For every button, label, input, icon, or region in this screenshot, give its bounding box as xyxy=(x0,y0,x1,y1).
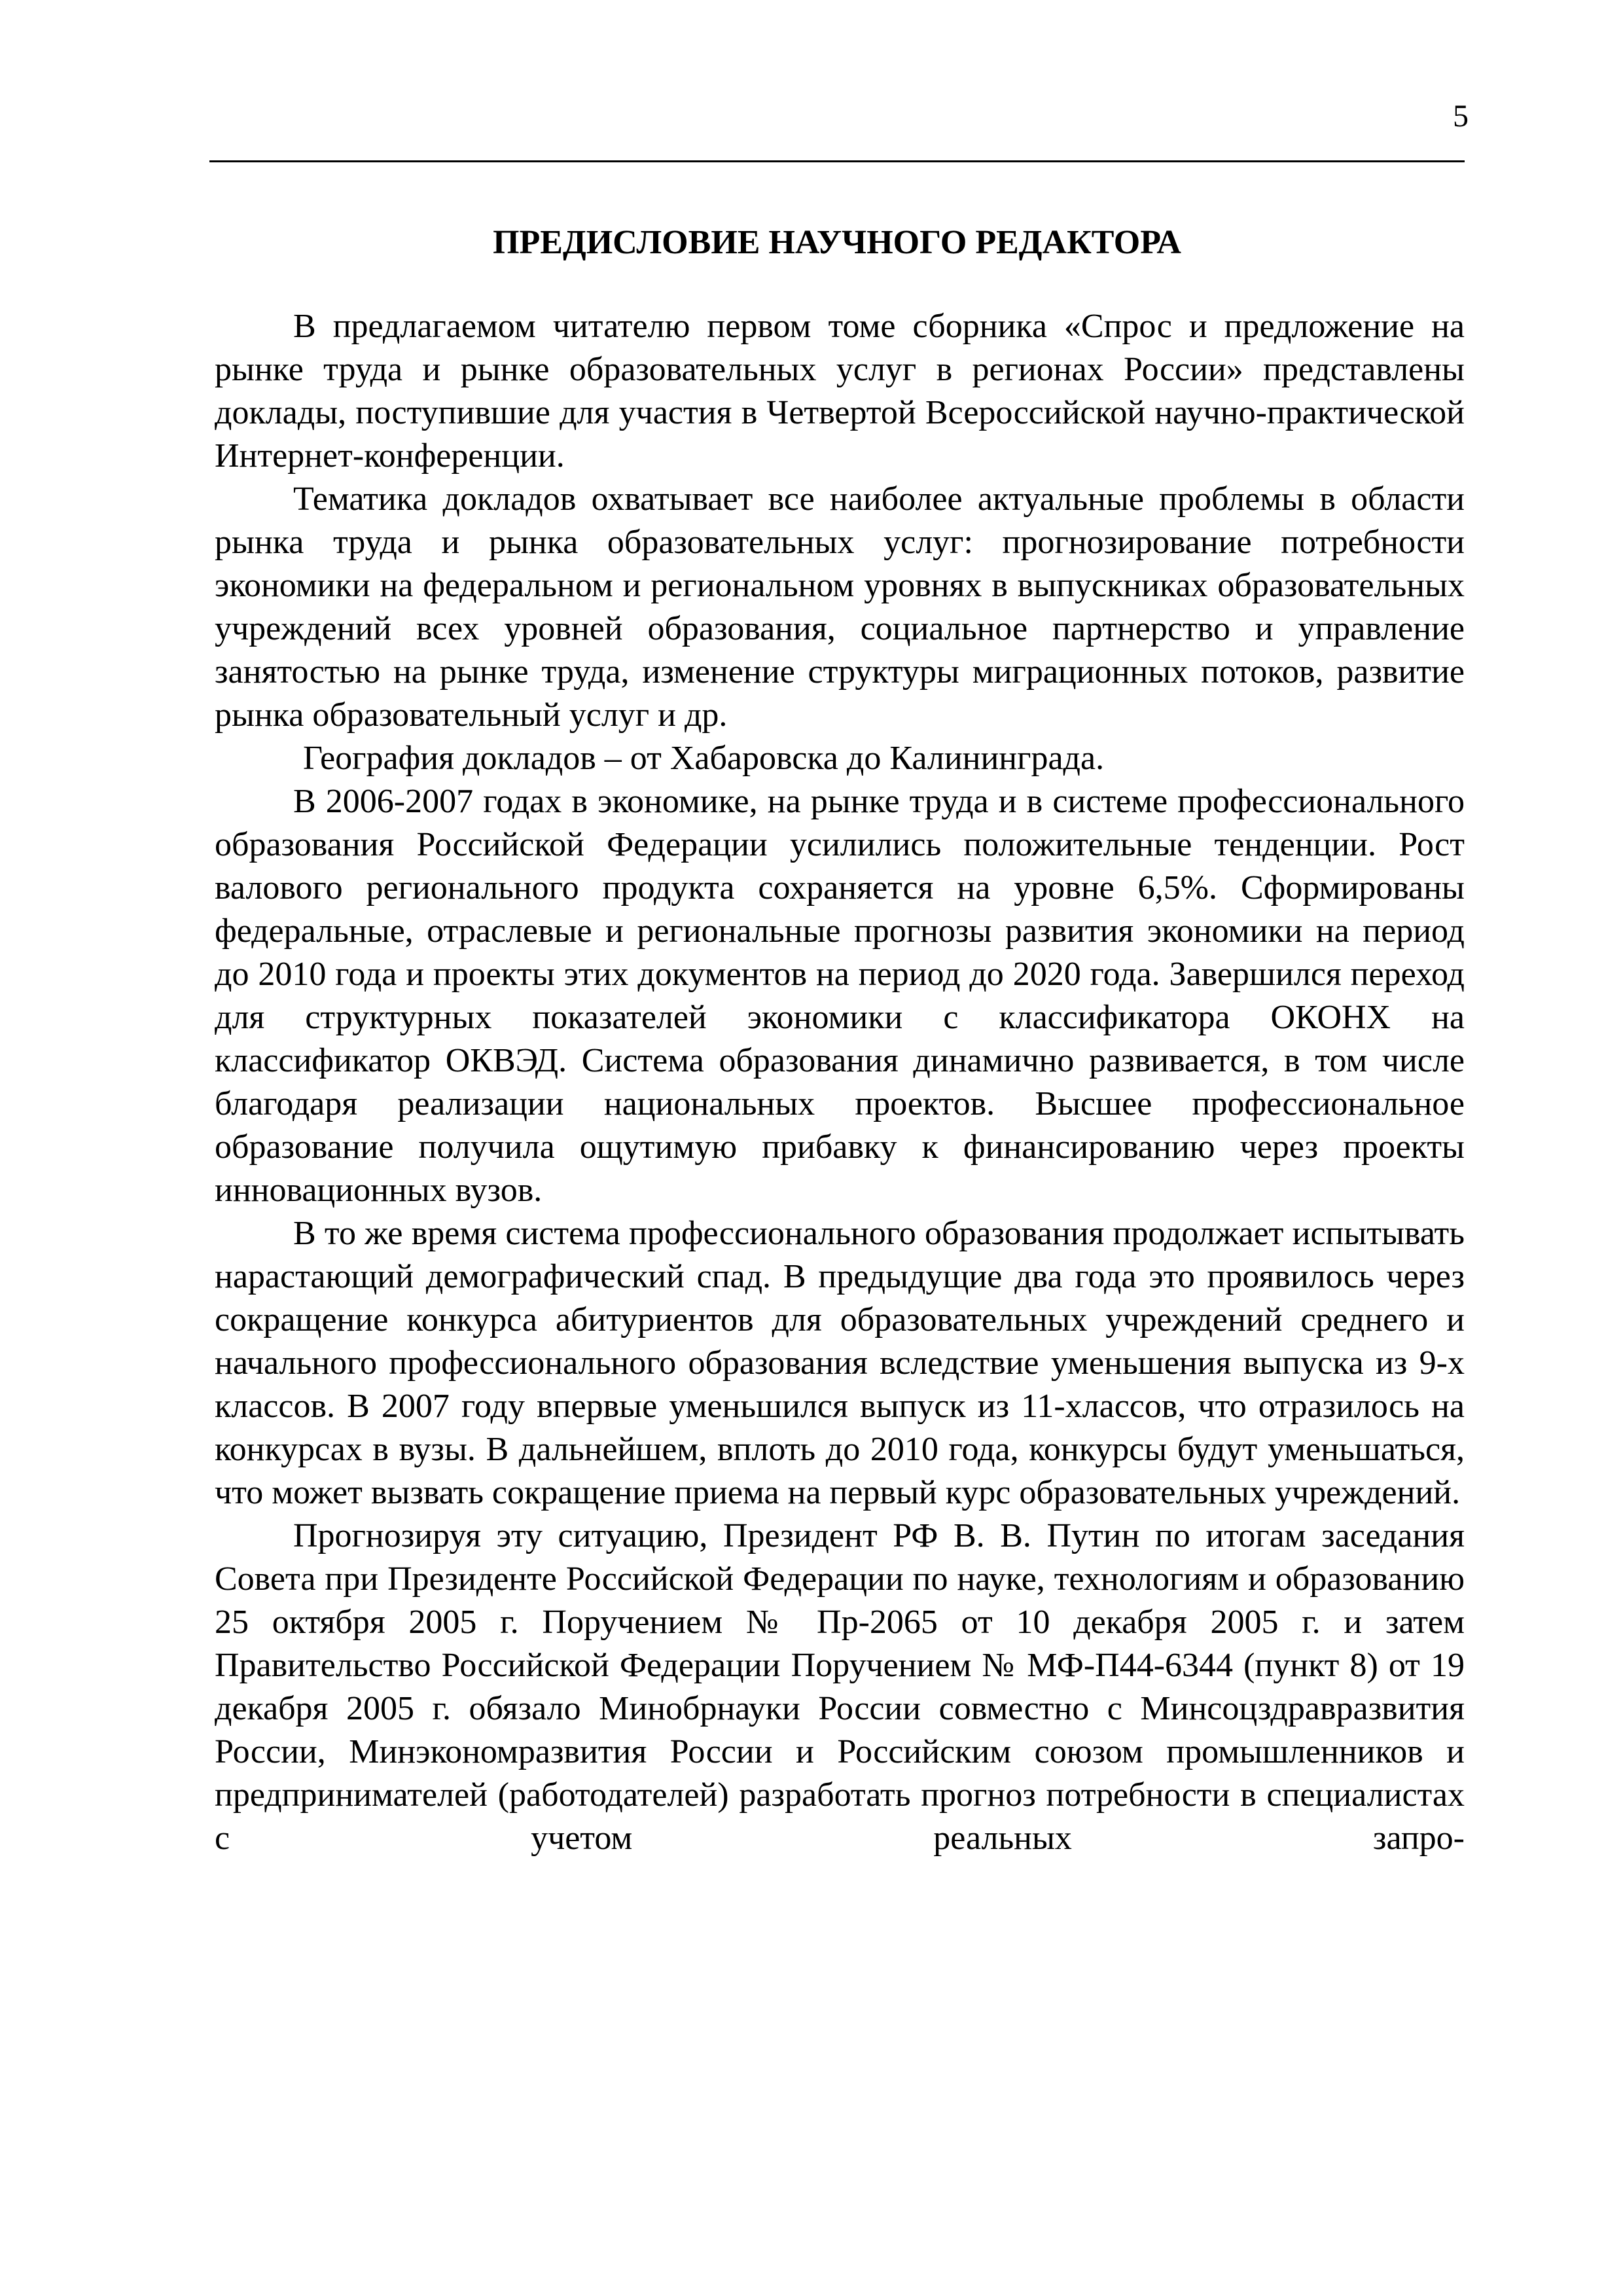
paragraph-intro: В предлагаемом читателю первом томе сборника «Спрос и предложение на рынке труда и рынке образовательных услуг в регионах России» представлены доклады, поступившие для участия в Четвертой Всероссийской научно-практической Интернет-конференции. xyxy=(215,308,1465,475)
paragraph-topics: Тематика докладов охватывает все наиболее актуальные проблемы в области рынка труда и рынка образовательных услуг: прогнозирование потребности экономики на федеральном и региональном уровнях в выпускниках образовательных учреждений всех уровней образования, социальное партнерство и управление занятостью на рынке труда, изменение структуры миграционных потоков, развитие рынка образовательный услуг и др. xyxy=(215,480,1465,734)
page-number: 5 xyxy=(1453,99,1469,134)
body-text xyxy=(215,305,1465,1860)
paragraph-trends: В 2006-2007 годах в экономике, на рынке труда и в системе профессионального образования Российской Федерации усилились положительные тенденции. Рост валового регионального продукта сохраняется на уровне 6,5%. Сформированы федеральные, отраслевые и региональные прогнозы развития экономики на период до 2010 года и проекты этих документов на период до 2020 года. Завершился переход для структурных показателей экономики с классификатора ОКОНХ на классификатор ОКВЭД. Система образования динамично развивается, в том числе благодаря реализации национальных проектов. Высшее профессиональное образование получила ощутимую прибавку к финансированию через проекты инновационных вузов. xyxy=(215,783,1465,1209)
paragraph-geography: География докладов – от Хабаровска до Калининграда. xyxy=(303,740,1105,777)
header-rule xyxy=(209,160,1465,162)
page-title: ПРЕДИСЛОВИЕ НАУЧНОГО РЕДАКТОРА xyxy=(493,224,1181,261)
paragraph-demographics: В то же время система профессионального образования продолжает испытывать нарастающий демографический спад. В предыдущие два года это проявилось через сокращение конкурса абитуриентов для образовательных учреждений среднего и начального профессионального образования вследствие уменьшения выпуска из 9-х классов. В 2007 году впервые уменьшился выпуск из 11-хлассов, что отразилось на конкурсах в вузы. В дальнейшем, вплоть до 2010 года, конкурсы будут уменьшаться, что может вызвать сокращение приема на первый курс образовательных учреждений. xyxy=(215,1215,1465,1511)
paragraph-forecast: Прогнозируя эту ситуацию, Президент РФ В. В. Путин по итогам заседания Совета при Президенте Российской Федерации по науке, технологиям и образованию 25 октября 2005 г. Поручением № Пр-2065 от 10 декабря 2005 г. и затем Правительство Российской Федерации Поручением № МФ-П44-6344 (пункт 8) от 19 декабря 2005 г. обязало Минобрнауки России совместно с Минсоцздравразвития России, Минэкономразвития России и Российским союзом промышленников и предпринимателей (работодателей) разработать прогноз потребности в специалистах с учетом реальных запро- xyxy=(215,1517,1465,1857)
